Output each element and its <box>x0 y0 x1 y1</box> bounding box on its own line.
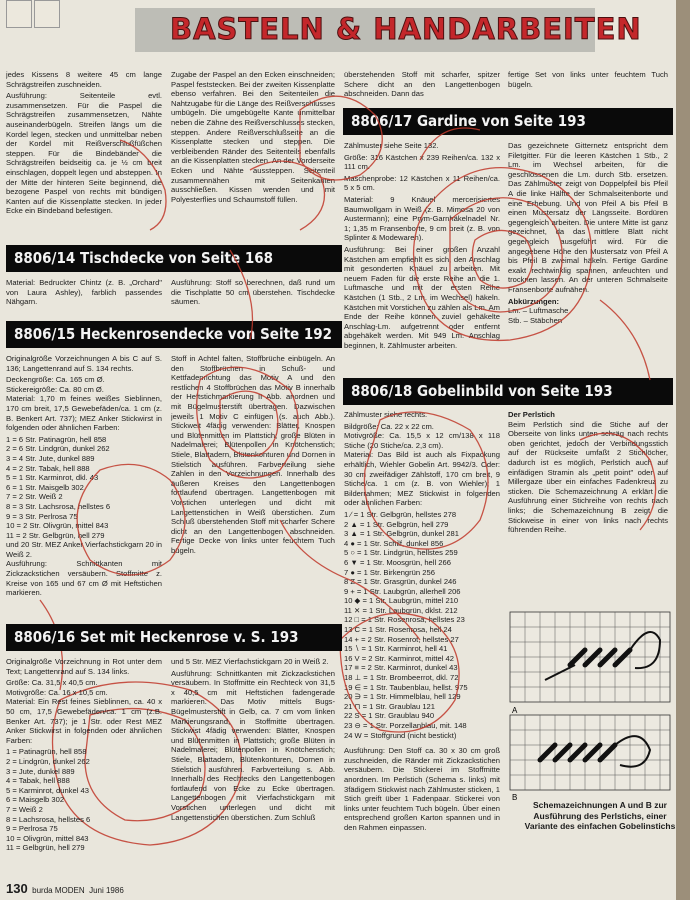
color-item: 3 = 4 Str. Jute, dunkel 889 <box>6 453 95 463</box>
heckenrosendecke-instructions: Stoff in Achtel falten, Stoffbrüche einbügeln. An den Stoffbrüchen in Schuß- und Kettfadenrichtung das Motiv A und den restlichen 4 Stoffbrüchen das Motiv B innerhalb der Heftstichmarkierung II Abb. anordnen und mit Bügelmusterstift übertragen. Dazwischen jeweils 1 Motiv C einfügen (s. auch Abb.). Stickweit 4fädig verwenden: Blätter, Knospen und Blütenmitten im Plattstich; große Blüten in Nadelmalerei; Blütenpollen in Knötchenstich; Stiele, Blattadern, Blütenkonturen und Dornen in Stielstich ausführen. Farbverteilung siehe Zahlen in den Vorzeichnungen. Innerhalb des äußeren Kreises den Langettenbogen fortlaufend übertragen. Langettenbogen mit Vorstichen unterlegen und dicht mit Langettenstichen in Weiß überstichen. Zum Schluß überstehenden Stoff mit scharfer Schere dicht an den Langettenbogen abschneiden. Fertige Decke von links unter feuchtem Tuch bügeln. <box>171 354 335 555</box>
issue-date: Juni 1986 <box>89 886 124 895</box>
color-item: 9 = 3 Str. Perlrosa 75 <box>6 511 78 521</box>
perlstich-explanation: Der Perlstich Beim Perlstich sind die Stiche auf der Oberseite von links unten schräg nach rechts oben gerichtet, jedoch der Verbindungsstich auf der Rückseite umfaßt 2 Stichlöcher, dadurch ist es möglich, Perlstich auch auf einfädigen Stramin als „petit point" oder auf Millergaze über ein einfaches Fadenkreuz zu sticken. Die Schemazeichnung A erklärt die Ausführung einer Stichreihe von rechts nach links; die Schemazeichnung B zeigt die Stickweise in einer von links nach rechts führenden Reihe. <box>508 410 668 535</box>
color-item: 10 = Olivgrün, mittel 843 <box>6 833 89 843</box>
legend-item: 6 ▼ = 1 Str. Moosgrün, hell 266 <box>344 557 451 567</box>
legend-item: 8 Z = 1 Str. Grasgrün, dunkel 246 <box>344 577 457 587</box>
color-item: und 20 Str. MEZ Anker Vierfachstickgarn 20 in Weiß 2. <box>6 540 162 559</box>
color-item: 5 = 1 Str. Karminrot, dkl. 43 <box>6 473 99 483</box>
magazine-name: burda MODEN <box>32 886 85 895</box>
legend-item: 10 ◆ = 1 Str. Laubgrün, mittel 210 <box>344 596 459 606</box>
color-item: 10 = 2 Str. Olivgrün, mittel 843 <box>6 521 109 531</box>
legend-item: 19 ∈ = 1 Str. Taubenblau, hellst. 975 <box>344 682 468 692</box>
col4-intro: fertige Set von links unter feuchtem Tuch bügeln. <box>508 70 668 89</box>
color-item: 7 = 2 Str. Weiß 2 <box>6 492 63 502</box>
section-banner-title: BASTELN & HANDARBEITEN <box>170 12 642 46</box>
color-item: 6 = Maisgelb 302 <box>6 795 65 805</box>
figure-b-label: B <box>512 793 518 802</box>
legend-item: 16 V = 2 Str. Karminrot, mittel 42 <box>344 653 454 663</box>
gobelinbild-material: Zählmuster siehe rechts. Bildgröße: Ca. 22 x 22 cm. Motivgröße: Ca. 15,5 x 12 cm/138 x 118 Stiche (20 Stiche/ca. 2,3 cm). Material: Das Bild ist auch als Fixpackung erhältlich, Wiehler Gobelin Art. 9942/3. Oder: 30 cm zweifädiger Zählstoff, 170 cm breit, 9 Stiche/ca. 1 cm (z. B. von Wiehler); 1 Bilderrahmen; MEZ Stickwist in folgenden oder ähnlichen Farben: 1 ∕ = 1 Str. Gelbgrün, hellstes 278 2 ▲ = 1 Str. Gelbgrün, hell 279 3 ▲ = 1 Str. Gelbgrün, dunkel 281 4 ● = 1 Str. Schilf, dunkel 856 5 ○ = 1 Str. Lindgrün, hellstes 259 6 ▼ = 1 Str. Moosgrün, hell 266 7 ● = 1 Str. Birkengrün 256 8 Z = 1 Str. Grasgrün, dunkel 246 9 + = 1 Str. Laubgrün, allerhell 206 10 ◆ = 1 Str. Laubgrün, mittel 210 11 ✕ = 1 Str. Laubgrün, dklst. 212 12 □ = 1 Str. Rosenrosa, hellstes 23 13 C = 1 Str. Rosenrosa, hell 24 14 + = 2 Str. Rosenrot, hellstes 27 15 ∖ = 1 Str. Karminrot, hell 41 16 V = 2 Str. Karminrot, mittel 42 17 ≡ = 2 Str. Karminrot, dunkel 43 18 ⊥ = 1 Str. Brombeerrot, dkl. 72 19 ∈ = 1 Str. Taubenblau, hellst. 975 20 ∋ = 1 Str. Himmelblau, hell 129 21 ⊓ = 1 Str. Graublau 121 22 S = 1 Str. Graublau 940 23 ⊖ = 1 Str. Porzellanblau, mit. 148 24 W = Stoffgrund (nicht bestickt) Ausführung: Den Stoff ca. 30 x 30 cm groß zuschneiden, die Ränder mit Zickzackstichen versäubern. Die Stickerei im Stoffmitte anordnen. Im Perlstich (Schema s. links) mit 3fädigem Stickwist nach Zählmuster sticken, 1 Stich greift über 1 Fadenpaar. Stickerei von links unter feuchtem Tuch bügeln. Über einen entsprechend großen Karton spannen und in den Rahmen einpassen. <box>344 410 500 832</box>
legend-item: 11 ✕ = 1 Str. Laubgrün, dklst. 212 <box>344 605 458 615</box>
gardine-chart-notes: Das gezeichnete Gitternetz entspricht dem Filetgitter. Für die leeren Kästchen 1 Stb., 2 Lm. im Wechsel arbeiten, für die geschlossenen die Lm. durch Stb. ersetzen. Das Zählmuster zeigt von Doppelpfeil bis Pfeil A die linke Hälfte der Schmalseitenborte und eine Erhebung. Und von Pfeil A bis Pfeil B einen Mustersatz der Längsseite. Bordüren gegengleich arbeiten. Die untere Mitte ist ganz gezeichnet, da das mittlere Blatt nicht gegengleich ausgeführt wird. Für die angegebene Höhe den Mustersatz von Pfeil A bis Pfeil B zweimal häkeln. Fertige Gardine exakt rechtwinklig spannen, anfeuchten und trocknen lassen. An der unteren Schmalseite Fransenborte aufnähen. Abkürzungen: Lm. – Luftmasche Stb. – Stäbchen <box>508 141 668 325</box>
legend-item: 2 ▲ = 1 Str. Gelbgrün, hell 279 <box>344 519 449 529</box>
figure-caption: Schemazeichnungen A und B zur Ausführung des Perlstichs, einer Variante des einfachen Gobelinstichs <box>524 800 676 832</box>
color-item: 8 = Lachsrosa, hellstes 6 <box>6 814 91 824</box>
color-item: 1 = 6 Str. Patinagrün, hell 858 <box>6 434 107 444</box>
color-item: 9 = Perlrosa 75 <box>6 824 58 834</box>
legend-item: 4 ● = 1 Str. Schilf, dunkel 856 <box>344 538 444 548</box>
set-material: Originalgröße Vorzeichnung in Rot unter dem Text; Langettenrand auf S. 134 links. Größe: Ca. 31,5 x 40,5 cm. Motivgröße: Ca. 16 x 10,5 cm. Material: Ein Rest feines Sieblinnen, ca. 40 x 50 cm, 17,5 Gewebefäden/ca. 1 cm (z.B. Benker Art. 737); je 1 Str. oder Rest MEZ Anker Stickwirst in folgenden oder ähnlichen Farben: 1 = Patinagrün, hell 858 2 = Lindgrün, dunkel 262 3 = Jute, dunkel 889 4 = Tabak, hell 888 5 = Karminrot, dunkel 43 6 = Maisgelb 302 7 = Weiß 2 8 = Lachsrosa, hellstes 6 9 = Perlrosa 75 10 = Olivgrün, mittel 843 11 = Gelbgrün, hell 279 <box>6 657 162 853</box>
color-item: 7 = Weiß 2 <box>6 804 43 814</box>
figure-a-label: A <box>512 706 518 715</box>
section-title-gardine: 8806/17 Gardine von Seite 193 <box>343 108 673 135</box>
legend-item: 17 ≡ = 2 Str. Karminrot, dunkel 43 <box>344 663 458 673</box>
color-item: 2 = Lindgrün, dunkel 262 <box>6 756 90 766</box>
legend-item: 14 + = 2 Str. Rosenrot, hellstes 27 <box>344 634 459 644</box>
legend-item: 9 + = 1 Str. Laubgrün, allerhell 206 <box>344 586 461 596</box>
col3-intro: überstehenden Stoff mit scharfer, spitzer Schere dicht an den Langettenbogen abschneiden. Dann das <box>344 70 500 99</box>
legend-item: 5 ○ = 1 Str. Lindgrün, hellstes 259 <box>344 548 458 558</box>
set-color-list <box>6 747 162 853</box>
page-number: 130 <box>6 881 28 896</box>
legend-item: 3 ▲ = 1 Str. Gelbgrün, dunkel 281 <box>344 529 459 539</box>
color-item: 2 = 6 Str. Lindgrün, dunkel 262 <box>6 444 110 454</box>
legend-item: 24 W = Stoffgrund (nicht bestickt) <box>344 730 457 740</box>
section-title-gobelinbild: 8806/18 Gobelinbild von Seite 193 <box>343 378 673 405</box>
gardine-instructions: Zählmuster siehe Seite 132. Größe: 316 Kästchen x 239 Reihen/ca. 132 x 111 cm. Maschenprobe: 12 Kästchen x 11 Reihen/ca. 5 x 5 cm. Material: 9 Knäuel mercerisiertes Baumwollgarn in Weiß (z. B. Mimosa 20 von Austermann); eine Prym-Garnhäkelnadel Nr. 1; 1,35 m Fransenborte, 9 cm breit (z. B. von Splinter & Modewaren). Ausführung: Bei einer großen Anzahl Kästchen am empfiehlt es sich, den Anschlag mit gesonderten Knäuel zu arbeiten. Mit neuem Faden für die erste Reihe an die 1. Luftmasche und mit der ersten Reihe Kästchen (1 Stb., 2 Lm. im Wechsel) häkeln. Kästchen mit Vorstichen zu zählen als Lm. Am Ende der Reihe können zuviel gehäkelte Anschlag-Lm. aufgetrennt oder entfernt abgehäkelt werden. Mit 949 Lm. Anschlag beginnen, lt. Zählmuster arbeiten. <box>344 141 500 350</box>
legend-item: 1 ∕ = 1 Str. Gelbgrün, hellstes 278 <box>344 509 457 519</box>
color-item: 11 = Gelbgrün, hell 279 <box>6 843 85 853</box>
color-item: 11 = 2 Str. Gelbgrün, hell 279 <box>6 530 105 540</box>
col1-intro: jedes Kissens 8 weitere 45 cm lange Schrägstreifen zuschneiden. Ausführung: Seitenteile evtl. zusammensetzen. Für die Paspel die Schrägstreifen zusammensetzen, Nähte auseinanderbügeln. Streifen längs um die Kordel legen, stecken und unmittelbar neben der Kordel mit Reißverschlußfüßchen steppen. Für die Bindebänder die Schrägstreifen beidseitig ca. je ½ cm breit einschlagen, doppelt legen und absteppen. In der Mitte der hinteren Seite beginnend, die bezogene Paspel von rechts mit bündigen Kanten auf die Kissenplatte stecken. In jeder Ecke ein Bindeband befestigen. <box>6 70 162 216</box>
color-item: 4 = Tabak, hell 888 <box>6 776 70 786</box>
color-item: 6 = 1 Str. Maisgelb 302 <box>6 482 84 492</box>
heckenrosendecke-material: Originalgröße Vorzeichnungen A bis C auf S. 136; Langettenrand auf S. 134 rechts. Deckengröße: Ca. 165 cm Ø. Stickereigröße: Ca. 80 cm Ø. Material: 1,70 m feines weißes Sieblinnen, 170 cm breit, 17,5 Gewebefäden/ca. 1 cm (z. B. Benkert Art. 737); MEZ Anker Stickwirst in folgenden oder ähnlichen Farben: 1 = 6 Str. Patinagrün, hell 858 2 = 6 Str. Lindgrün, dunkel 262 3 = 4 Str. Jute, dunkel 889 4 = 2 Str. Tabak, hell 888 5 = 1 Str. Karminrot, dkl. 43 6 = 1 Str. Maisgelb 302 7 = 2 Str. Weiß 2 8 = 3 Str. Lachsrosa, hellstes 6 9 = 3 Str. Perlrosa 75 10 = 2 Str. Olivgrün, mittel 843 11 = 2 Str. Gelbgrün, hell 279 und 20 Str. MEZ Anker Vierfachstickgarn 20 in Weiß 2. Ausführung: Schnittkanten mit Zickzackstichen versäubern. Stoffmitte z. Kreise von 165 und 67 cm Ø mit Heftstichen markieren. <box>6 354 162 598</box>
col2-intro: Zugabe der Paspel an den Ecken einschneiden; Paspel feststecken. Bei der zweiten Kissenplatte ebenso verfahren. Bei den Seitenteilen die Nahtzugabe für die Länge des Reißverschlusses umbügeln. Die umgebügelte Kante unmittelbar neben die Zähne des Reißverschlusses stecken, steppen. Andere Reißverschlußseite an die Kissenplatte stecken und steppen. Die verbleibenden Ränder des Seitenteils ebenfalls an die Kissenplatten stecken. An der Vorderseite Ecken und Nähte aussteppen. Seitenteil zusammennähen mit Seitenkanten ausschließen. Kissen wenden und mit Polyesterflies und Schaumstoff füllen. <box>171 70 335 204</box>
tischdecke-material: Material: Bedruckter Chintz (z. B. „Orchard" von Laura Ashley), farblich passendes Nähgarn. <box>6 278 162 307</box>
color-item: 5 = Karminrot, dunkel 43 <box>6 785 89 795</box>
legend-item: 23 ⊖ = 1 Str. Porzellanblau, mit. 148 <box>344 721 467 730</box>
section-title-tischdecke: 8806/14 Tischdecke von Seite 168 <box>6 245 342 272</box>
color-item: 4 = 2 Str. Tabak, hell 888 <box>6 463 90 473</box>
section-title-set: 8806/16 Set mit Heckenrose v. S. 193 <box>6 624 342 651</box>
color-item: 3 = Jute, dunkel 889 <box>6 766 75 776</box>
color-item: 8 = 3 Str. Lachsrosa, hellstes 6 <box>6 501 111 511</box>
legend-item: 18 ⊥ = 1 Str. Brombeerrot, dkl. 72 <box>344 673 459 683</box>
legend-item: 7 ● = 1 Str. Birkengrün 256 <box>344 567 435 577</box>
section-title-heckenrosendecke: 8806/15 Heckenrosendecke von Seite 192 <box>6 321 342 348</box>
legend-item: 13 C = 1 Str. Rosenrosa, hell 24 <box>344 625 452 635</box>
set-instructions: und 5 Str. MEZ Vierfachstickgarn 20 in Weiß 2. Ausführung: Schnittkanten mit Zickzackstichen versäubern. In Stoffmitte ein Rechteck von 31,5 x 40,5 cm mit Heftstichen fadengerade markieren. Das Motiv mittels Bugs-Bügelmusterstift in Gelb, ca. 7 cm vom linken Markierungsrand, in Stoffmitte übertragen. Stickwist 4fädig verwenden: Blätter, Knospen und Blütenmitten in Plattstich; große Blüten in Nadelmalerei; Blütenpollen in Knötchenstich; Stiele, Blattadern, Blütenkonturen, Dornen in Stielstich ausführen. Farbverteilung s. Abb. Innerhalb des Rechtecks den Langettenbogen fortlaufend von Ecke zu Ecke übertragen. Langettenbogen mit Vierfachstickgarn mit Vorstichen unterlegen und dicht mit Langettenstichen überstichen. Zum Schluß <box>171 657 335 822</box>
schema-a-figure <box>510 612 670 702</box>
legend-item: 20 ∋ = 1 Str. Himmelblau, hell 129 <box>344 692 461 702</box>
page-footer <box>6 881 124 896</box>
legend-item: 21 ⊓ = 1 Str. Graublau 121 <box>344 701 435 711</box>
legend-item: 22 S = 1 Str. Graublau 940 <box>344 711 435 721</box>
schema-b-figure <box>510 715 670 790</box>
color-item: 1 = Patinagrün, hell 858 <box>6 747 87 757</box>
tischdecke-instructions: Ausführung: Stoff so berechnen, daß rund um die Tischplatte 50 cm überstehen. Tischdecke säumen. <box>171 278 335 307</box>
legend-item: 12 □ = 1 Str. Rosenrosa, hellstes 23 <box>344 615 465 625</box>
legend-item: 15 ∖ = 1 Str. Karminrot, hell 41 <box>344 644 448 654</box>
